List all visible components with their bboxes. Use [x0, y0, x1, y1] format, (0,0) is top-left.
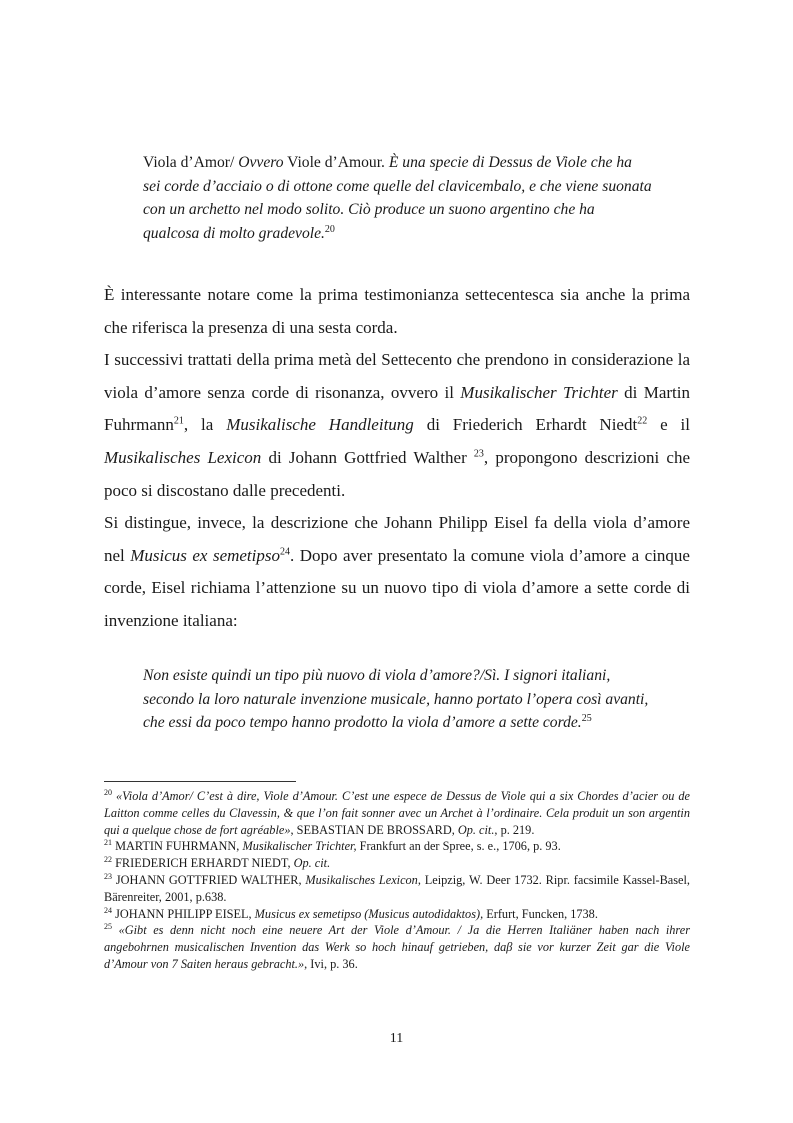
footnote-23: $^{23}$ JOHANN GOTTFRIED WALTHER, Musikalisches Lexicon, Leipzig, W. Deer 1732. Ripr. facsimile Kassel-Basel, Bärenreiter, 2001, p.638. [104, 871, 690, 904]
footnote-ref[interactable]: 22 [637, 415, 648, 427]
footnote-ref[interactable]: 24 [280, 546, 290, 558]
quote-text: Viola d’Amor/ [143, 154, 239, 171]
block-quote-1 [143, 151, 653, 245]
footnotes [104, 788, 690, 973]
footnote-separator [104, 781, 296, 782]
quote-italic: Ovvero [238, 154, 284, 171]
footnote-25: $^{25}$ «Gibt es denn nicht noch eine neuere Art der Viole d’Amour. / Ja die Herren Italiäner haben nach ihrer angebohrnen musicalischen Invention das Werk so hoch hinauf getrieben, daβ sie vor kurzer Zeit gar die Viole d’Amour von 7 Saiten heraus gebracht.», Ivi, p. 36. [104, 922, 690, 971]
title-italic: Musikalisches Lexicon [104, 447, 262, 467]
paragraph: I successivi trattati della prima metà del Settecento che prendono in considerazione la viola d’amore senza corde di risonanza, ovvero il Musikalischer Trichter di Martin Fuhrmann$^{21}$, la Musikalische Handleitung di Friederich Erhardt Niedt$^{22}$ e il Musikalisches Lexicon di Johann Gottfried Walther $^{23}$, propongono descrizioni che poco si discostano dalle precedenti. [104, 350, 690, 500]
body-text [104, 279, 690, 638]
title-italic: Musikalischer Trichter [460, 382, 618, 402]
footnote-22: $^{22}$ FRIEDERICH ERHARDT NIEDT, Op. cit. [104, 855, 331, 871]
quote-text: Viole d’Amour. [283, 154, 389, 171]
block-quote-2 [143, 664, 653, 735]
title-italic: Musicus ex semetipso [130, 545, 280, 565]
footnote-ref[interactable]: 23 [473, 448, 484, 460]
quote-italic: Non esiste quindi un tipo più nuovo di viola d’amore?/Sì. I signori italiani, secondo la loro naturale invenzione musicale, hanno portato l’opera così avanti, che essi da poco tempo hanno prodotto la viola d’amore a sette corde. [143, 667, 649, 731]
page-number: 11 [389, 1031, 404, 1046]
paragraph: È interessante notare come la prima testimonianza settecentesca sia anche la prima che riferisca la presenza di una sesta corda. [104, 285, 690, 337]
quote-italic: È una specie di Dessus de Viole che ha sei corde d’acciaio o di ottone come quelle del clavicembalo, e che viene suonata con un archetto nel modo solito. Ciò produce un suono argentino che ha qualcosa di molto gradevole. [143, 154, 652, 242]
footnote-ref[interactable]: 21 [173, 415, 184, 427]
paragraph: Si distingue, invece, la descrizione che Johann Philipp Eisel fa della viola d’amore nel Musicus ex semetipso$^{24}$. Dopo aver presentato la comune viola d’amore a cinque corde, Eisel richiama l’attenzione su un nuovo tipo di viola d’amore a sette corde di invenzione italiana: [104, 513, 690, 630]
footnote-20: $^{20}$ «Viola d’Amor/ C’est à dire, Viole d’Amour. C’est une espece de Dessus de Viole qui a six Chordes d’acier ou de Laitton comme celles du Clavessin, & que l’on fait sonner avec un Archet à l’ordinaire. Cela produit un son argentin qui a quelque chose de fort agréable», SEBASTIAN DE BROSSARD, Op. cit., p. 219. [104, 787, 690, 837]
footnote-ref[interactable]: 25 [581, 712, 592, 724]
title-italic: Musikalische Handleitung [226, 415, 414, 435]
footnote-24: $^{24}$ JOHANN PHILIPP EISEL, Musicus ex semetipso (Musicus autodidaktos), Erfurt, Funcken, 1738. [104, 905, 598, 921]
footnote-21: $^{21}$ MARTIN FUHRMANN, Musikalischer Trichter, Frankfurt an der Spree, s. e., 1706, p. 93. [104, 838, 561, 854]
footnote-ref[interactable]: 20 [324, 223, 335, 235]
